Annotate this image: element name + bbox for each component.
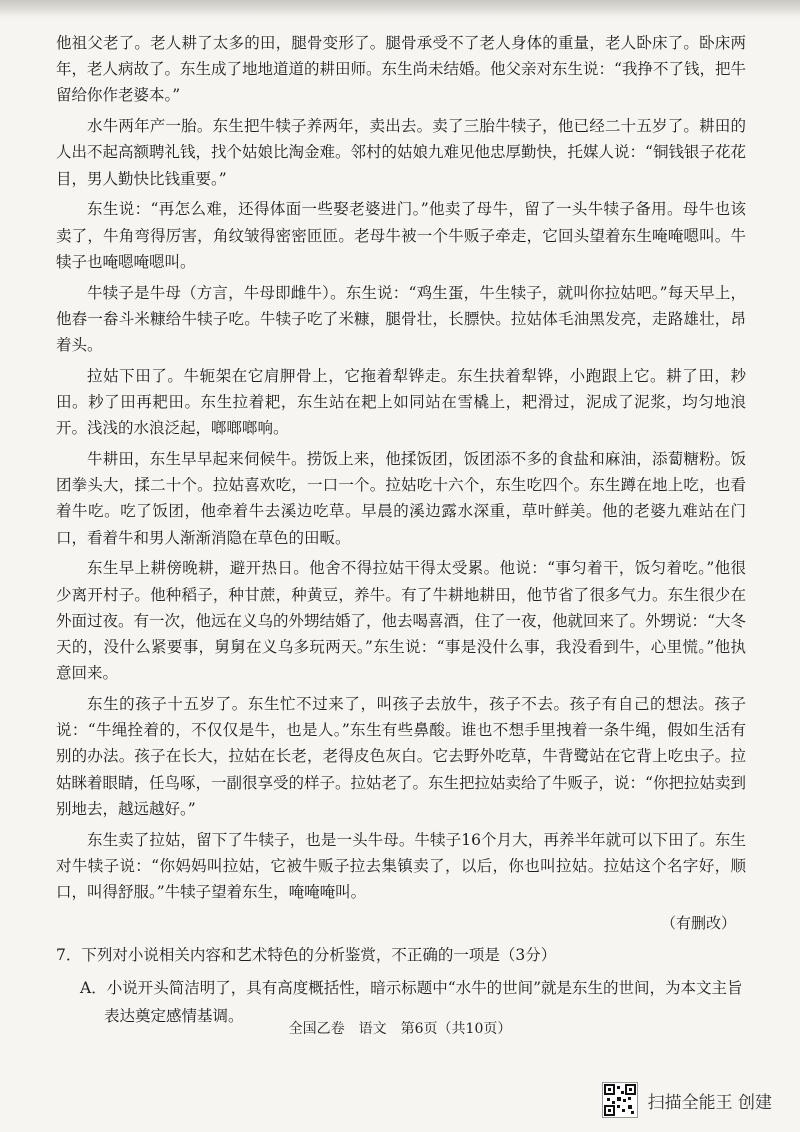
paragraph-4: 牛犊子是牛母（方言，牛母即雌牛）。东生说：“鸡生蛋，牛生犊子，就叫你拉姑吧。”每天早上，他舂一畚斗米糠给牛犊子吃。牛犊子吃了米糠，腿骨壮，长膘快。拉姑体毛油黑发亮，走路雄壮，昂着头。: [56, 283, 746, 355]
paragraph-6: 牛耕田，东生早早起来伺候牛。捞饭上来，他揉饭团，饭团添不多的食盐和麻油，添蔔糖粉。饭团拳头大，揉二十个。拉姑喜欢吃，一口一个。拉姑吃十六个，东生吃四个。东生蹲在地上吃，也看着牛吃。吃了饭团，他牵着牛去溪边吃草。早晨的溪边露水深重，草叶鲜美。他的老婆九难站在门口，看着牛和男人渐渐消隐在草色的田畈。: [56, 450, 746, 547]
question-7-stem: 7．下列对小说相关内容和艺术特色的分析鉴赏，不正确的一项是（3分）: [56, 946, 557, 965]
qr-code-icon: [602, 1082, 638, 1118]
page-footer: 全国乙卷 语文 第6页（共10页）: [288, 1021, 512, 1037]
paragraph-9: 东生卖了拉姑，留下了牛犊子，也是一头牛母。牛犊子16个月大，再养半年就可以下田了。东生对牛犊子说：“你妈妈叫拉姑，它被牛贩子拉去集镇卖了，以后，你也叫拉姑。拉姑这个名字好，顺口，叫得舒服。”牛犊子望着东生，唵唵唵叫。: [56, 830, 746, 902]
watermark-text: 扫描全能王 创建: [647, 1092, 772, 1113]
paragraph-3: 东生说：“再怎么难，还得体面一些娶老婆进门。”他卖了母牛，留了一头牛犊子备用。母牛也该卖了，牛角弯得厉害，角纹皱得密密匝匝。老母牛被一个牛贩子牵走，它回头望着东生唵唵嗯叫。牛犊子也唵嗯唵嗯叫。: [56, 200, 746, 271]
revision-note: （有删改）: [660, 913, 736, 932]
paragraph-8: 东生的孩子十五岁了。东生忙不过来了，叫孩子去放牛，孩子不去。孩子有自己的想法。孩子说：“牛绳拴着的，不仅仅是牛，也是人。”东生有些鼻酸。谁也不想手里拽着一条牛绳，假如生活有别的办法。孩子在长大，拉姑在长老，老得皮色灰白。它去野外吃草，牛背鹭站在它背上吃虫子。拉姑眯着眼睛，任鸟啄，一副很享受的样子。拉姑老了。东生把拉姑卖给了牛贩子，说：“你把拉姑卖到别地去，越远越好。”: [56, 695, 746, 818]
paragraph-2: 水牛两年产一胎。东生把牛犊子养两年，卖出去。卖了三胎牛犊子，他已经二十五岁了。耕田的人出不起高额聘礼钱，找个姑娘比淘金难。邻村的姑娘九难见他忠厚勤快，托媒人说：“铜钱银子花花目，男人勤快比钱重要。”: [56, 117, 746, 188]
scan-edge-shadow: [0, 0, 800, 16]
scanner-watermark: [602, 1082, 772, 1118]
paragraph-1: 他祖父老了。老人耕了太多的田，腿骨变形了。腿骨承受不了老人身体的重量，老人卧床了。卧床两年，老人病故了。东生成了地地道道的耕田师。东生尚未结婚。他父亲对东生说：“我挣不了钱，把牛留给你作老婆本。”: [56, 34, 746, 105]
paragraph-5: 拉姑下田了。牛轭架在它肩胛骨上，它拖着犁铧走。东生扶着犁铧，小跑跟上它。耕了田，耖田。耖了田再耙田。东生拉着耙，东生站在耙上如同站在雪橇上，耙滑过，泥成了泥浆，均匀地浪开。浅浅的水浪泛起，啷啷啷响。: [56, 366, 746, 438]
passage-body: [56, 30, 746, 1030]
paragraph-7: 东生早上耕傍晚耕，避开热日。他舍不得拉姑干得太受累。他说：“事匀着干，饭匀着吃。”他很少离开村子。他种稻子，种甘蔗，种黄豆，养牛。有了牛耕地耕田，他节省了很多气力。东生很少在外面过夜。有一次，他远在义乌的外甥结婚了，他去喝喜酒，住了一夜，他就回来了。外甥说：“大冬天的，没什么紧要事，舅舅在义乌多玩两天。”东生说：“事是没什么事，我没看到牛，心里慌。”他执意回来。: [56, 559, 746, 683]
question-7-option-a: A．小说开头简洁明了，具有高度概括性，暗示标题中“水牛的世间”就是东生的世间，为本文主旨表达奠定感情基调。: [80, 979, 743, 1026]
